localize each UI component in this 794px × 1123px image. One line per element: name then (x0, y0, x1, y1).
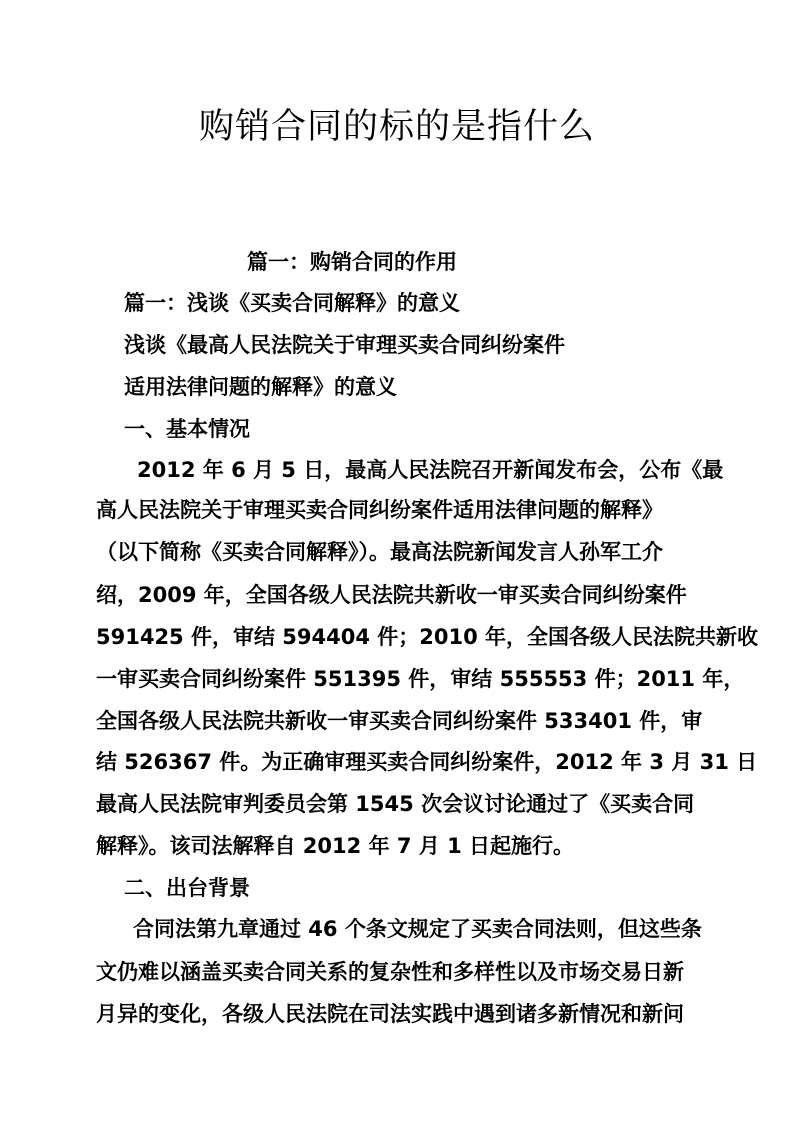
subheading: 篇一：浅谈《买卖合同解释》的意义 (124, 291, 460, 315)
section-heading-basic-info: 一、基本情况 (124, 417, 250, 441)
paragraph-line: 结 526367 件。为正确审理买卖合同纠纷案件，2012 年 3 月 31 日 (96, 750, 758, 774)
paragraph-line: 文仍难以涵盖买卖合同关系的复杂性和多样性以及市场交易日新 (96, 960, 684, 984)
section-heading-background: 二、出台背景 (124, 876, 250, 900)
paragraph-line: 591425 件，审结 594404 件；2010 年，全国各级人民法院共新收 (96, 625, 759, 649)
paragraph-line: 一审买卖合同纠纷案件 551395 件，审结 555553 件；2011 年， (96, 667, 745, 691)
paragraph-line: 月异的变化，各级人民法院在司法实践中遇到诸多新情况和新问 (96, 1002, 684, 1026)
article-title-line: 浅谈《最高人民法院关于审理买卖合同纠纷案件 (124, 333, 565, 357)
paragraph-line: 全国各级人民法院共新收一审买卖合同纠纷案件 533401 件，审 (96, 709, 703, 733)
paragraph-line: 2012 年 6 月 5 日，最高人民法院召开新闻发布会，公布《最 (137, 458, 724, 482)
paragraph-line: 最高人民法院审判委员会第 1545 次会议讨论通过了《买卖合同 (96, 792, 695, 816)
document-title: 购销合同的标的是指什么 (198, 107, 595, 147)
article-title-line: 适用法律问题的解释》的意义 (124, 375, 397, 399)
section-heading: 篇一：购销合同的作用 (247, 250, 457, 274)
paragraph-line: 绍，2009 年，全国各级人民法院共新收一审买卖合同纠纷案件 (96, 583, 687, 607)
paragraph-line: 合同法第九章通过 46 个条文规定了买卖合同法则，但这些条 (133, 917, 702, 941)
paragraph-line: 高人民法院关于审理买卖合同纠纷案件适用法律问题的解释》 (96, 498, 663, 522)
paragraph-line: （以下简称《买卖合同解释》）。最高法院新闻发言人孙军工介 (96, 540, 663, 564)
paragraph-line: 解释》。该司法解释自 2012 年 7 月 1 日起施行。 (96, 834, 575, 858)
